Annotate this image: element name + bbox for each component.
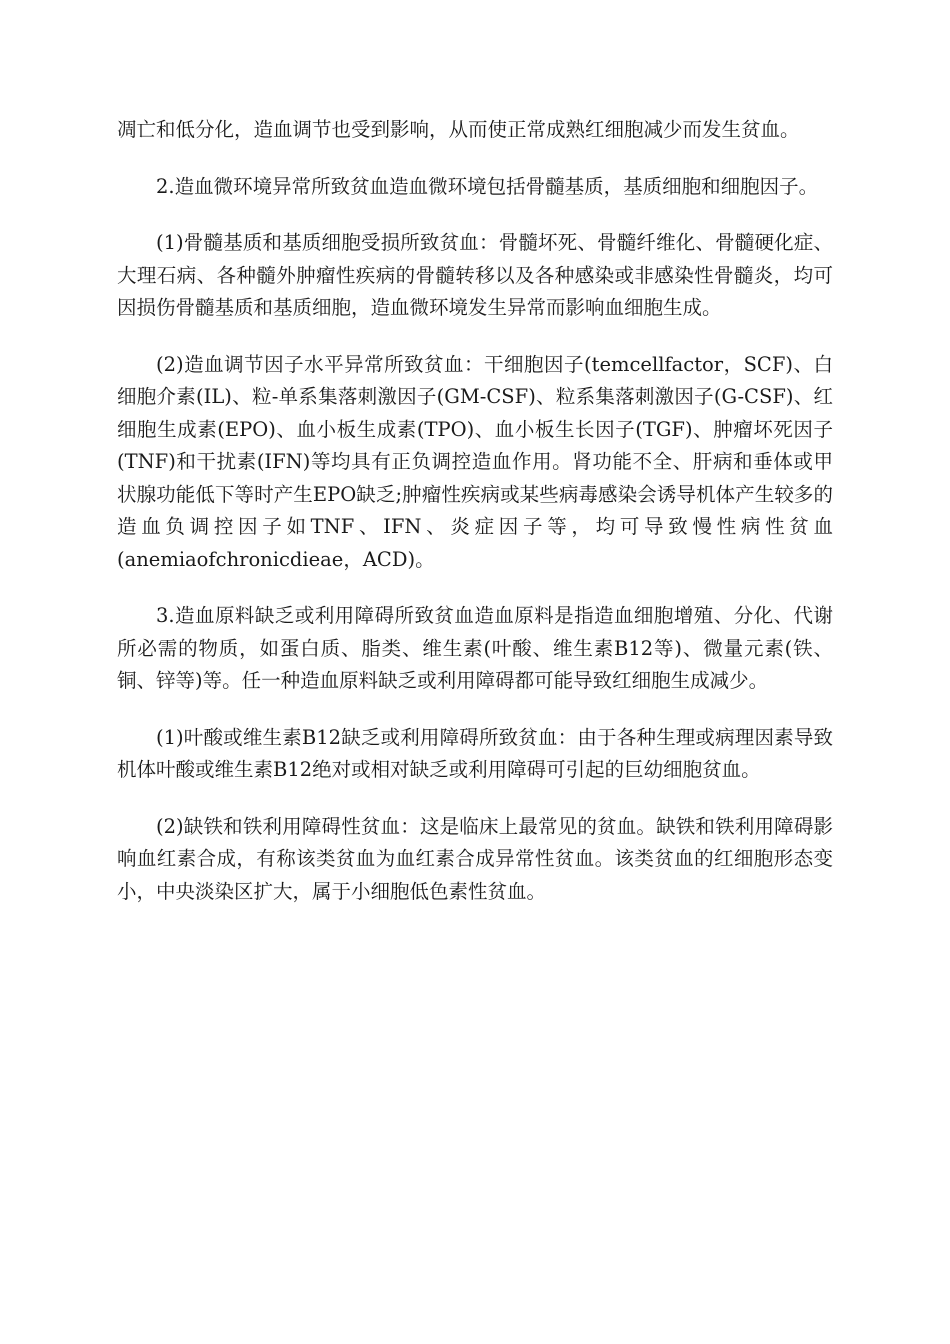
document-body — [117, 114, 833, 932]
paragraph-4: (2)造血调节因子水平异常所致贫血：干细胞因子(temcellfactor，SCF)、白细胞介素(IL)、粒-单系集落刺激因子(GM-CSF)、粒系集落刺激因子(G-CSF)、红细胞生成素(EPO)、血小板生成素(TPO)、血小板生长因子(TGF)、肿瘤坏死因子(TNF)和干扰素(IFN)等均具有正负调控造血作用。肾功能不全、肝病和垂体或甲状腺功能低下等时产生EPO缺乏;肿瘤性疾病或某些病毒感染会诱导机体产生较多的造血负调控因子如TNF、IFN、炎症因子等，均可导致慢性病性贫血(anemiaofchronicdieae，ACD)。 — [117, 352, 833, 571]
paragraph-1: 凋亡和低分化，造血调节也受到影响，从而使正常成熟红细胞减少而发生贫血。 — [117, 118, 800, 141]
paragraph-6: (1)叶酸或维生素B12缺乏或利用障碍所致贫血：由于各种生理或病理因素导致机体叶酸或维生素B12绝对或相对缺乏或利用障碍可引起的巨幼细胞贫血。 — [117, 725, 833, 781]
paragraph-3: (1)骨髓基质和基质细胞受损所致贫血：骨髓坏死、骨髓纤维化、骨髓硬化症、大理石病、各种髓外肿瘤性疾病的骨髓转移以及各种感染或非感染性骨髓炎，均可因损伤骨髓基质和基质细胞，造血微环境发生异常而影响血细胞生成。 — [117, 231, 833, 319]
paragraph-2: 2.造血微环境异常所致贫血造血微环境包括骨髓基质，基质细胞和细胞因子。 — [156, 174, 819, 198]
paragraph-5: 3.造血原料缺乏或利用障碍所致贫血造血原料是指造血细胞增殖、分化、代谢所必需的物质，如蛋白质、脂类、维生素(叶酸、维生素B12等)、微量元素(铁、铜、锌等)等。任一种造血原料缺乏或利用障碍都可能导致红细胞生成减少。 — [117, 604, 833, 692]
paragraph-7: (2)缺铁和铁利用障碍性贫血：这是临床上最常见的贫血。缺铁和铁利用障碍影响血红素合成，有称该类贫血为血红素合成异常性贫血。该类贫血的红细胞形态变小，中央淡染区扩大，属于小细胞低色素性贫血。 — [117, 814, 833, 903]
